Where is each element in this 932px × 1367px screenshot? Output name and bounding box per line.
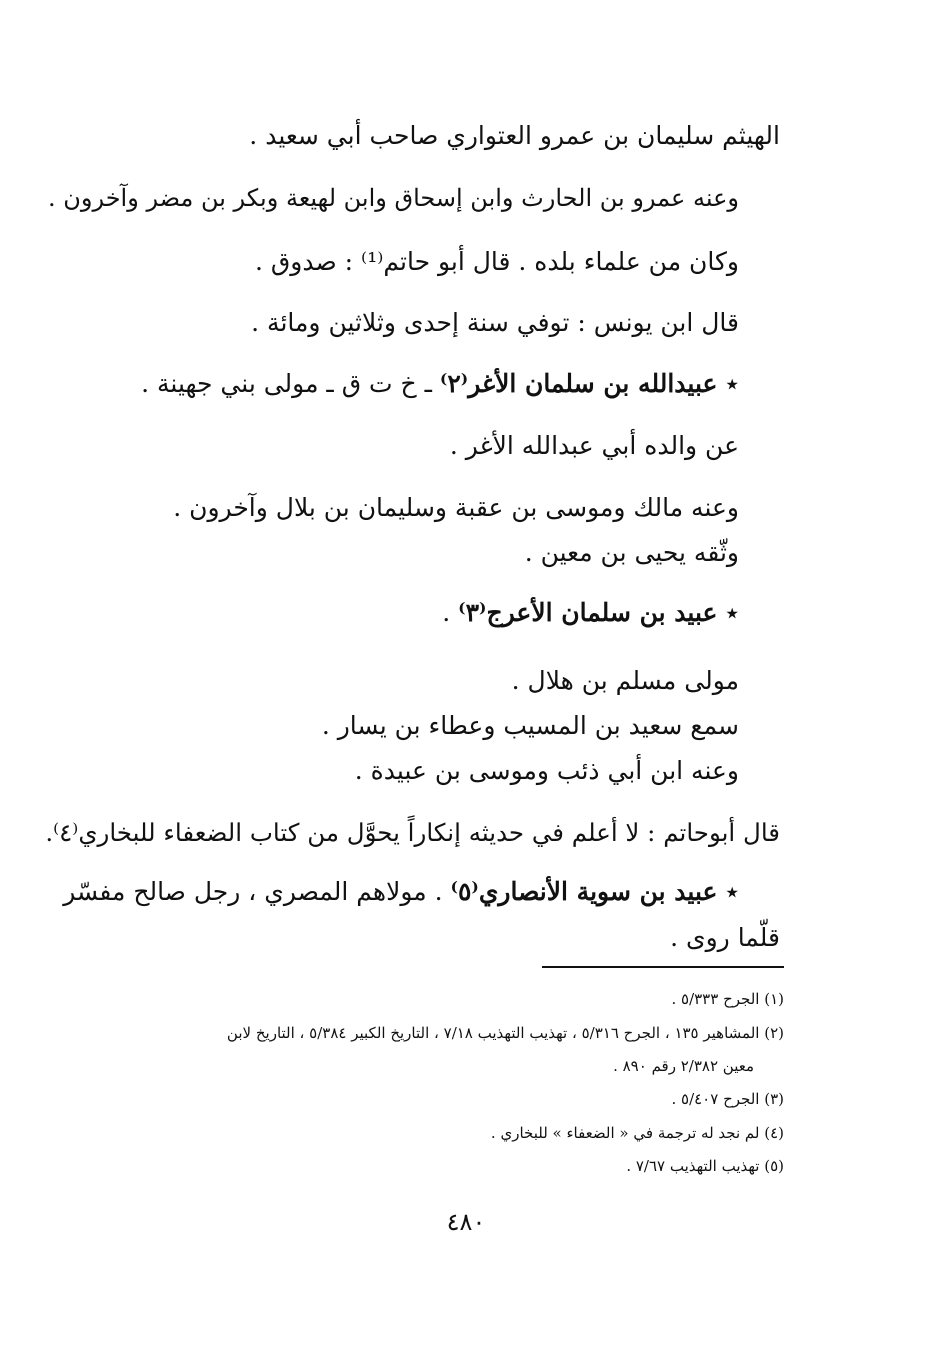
text-line: وعنه عمرو بن الحارث وابن إسحاق وابن لهيعة وبكر بن مضر وآخرون . (48, 184, 739, 212)
entry-heading (442, 595, 739, 631)
text-line: قال أبوحاتم : لا أعلم في حديثه إنكاراً يحوَّل من كتاب الضعفاء للبخاري⁽٤⁾. (45, 818, 780, 847)
entry-text: ـ خ ت ق ـ مولى بني جهينة . (141, 369, 432, 398)
entry-name: عبيد بن سلمان الأعرج⁽٣⁾ (458, 598, 718, 627)
footnote: (٣) الجرح ٥/٤٠٧ . (671, 1090, 784, 1108)
footnote-separator (542, 966, 784, 968)
entry-bullet: ٭ (725, 598, 739, 627)
text-line: وكان من علماء بلده . قال أبو حاتم⁽¹⁾ : صدوق . (255, 247, 739, 276)
entry-bullet: ٭ (725, 369, 739, 398)
text-line: وعنه ابن أبي ذئب وموسى بن عبيدة . (354, 756, 739, 785)
entry-name: عبيدالله بن سلمان الأغر⁽٢⁾ (439, 369, 718, 398)
entry-heading (63, 874, 739, 910)
entry-text: . (442, 598, 451, 627)
text-line: قال ابن يونس : توفي سنة إحدى وثلاثين ومائة . (251, 308, 739, 337)
entry-text: . مولاهم المصري ، رجل صالح مفسّر (63, 877, 443, 906)
text-line: مولى مسلم بن هلال . (511, 666, 739, 695)
footnote: (١) الجرح ٥/٣٣٣ . (671, 990, 784, 1008)
entry-name: عبيد بن سوية الأنصاري⁽٥⁾ (450, 877, 718, 906)
page-number: ٤٨٠ (446, 1208, 486, 1236)
text-line: وعنه مالك وموسى بن عقبة وسليمان بن بلال وآخرون . (173, 493, 739, 522)
footnote: (٤) لم نجد له ترجمة في « الضعفاء » للبخاري . (490, 1124, 784, 1142)
text-line: قلّما روى . (670, 923, 780, 952)
entry-heading (141, 366, 739, 402)
entry-bullet: ٭ (725, 877, 739, 906)
footnote-continuation: معين ٢/٣٨٢ رقم ٨٩٠ . (613, 1057, 754, 1075)
text-line: عن والده أبي عبدالله الأغر . (449, 431, 739, 460)
text-line: سمع سعيد بن المسيب وعطاء بن يسار . (321, 711, 739, 740)
footnote: (٥) تهذيب التهذيب ٧/٦٧ . (626, 1157, 784, 1175)
footnote: (٢) المشاهير ١٣٥ ، الجرح ٥/٣١٦ ، تهذيب التهذيب ٧/١٨ ، التاريخ الكبير ٥/٣٨٤ ، التاريخ لابن (226, 1024, 784, 1042)
text-line: الهيثم سليمان بن عمرو العتواري صاحب أبي سعيد . (249, 121, 780, 150)
text-line: وثّقه يحيى بن معين . (524, 538, 739, 567)
